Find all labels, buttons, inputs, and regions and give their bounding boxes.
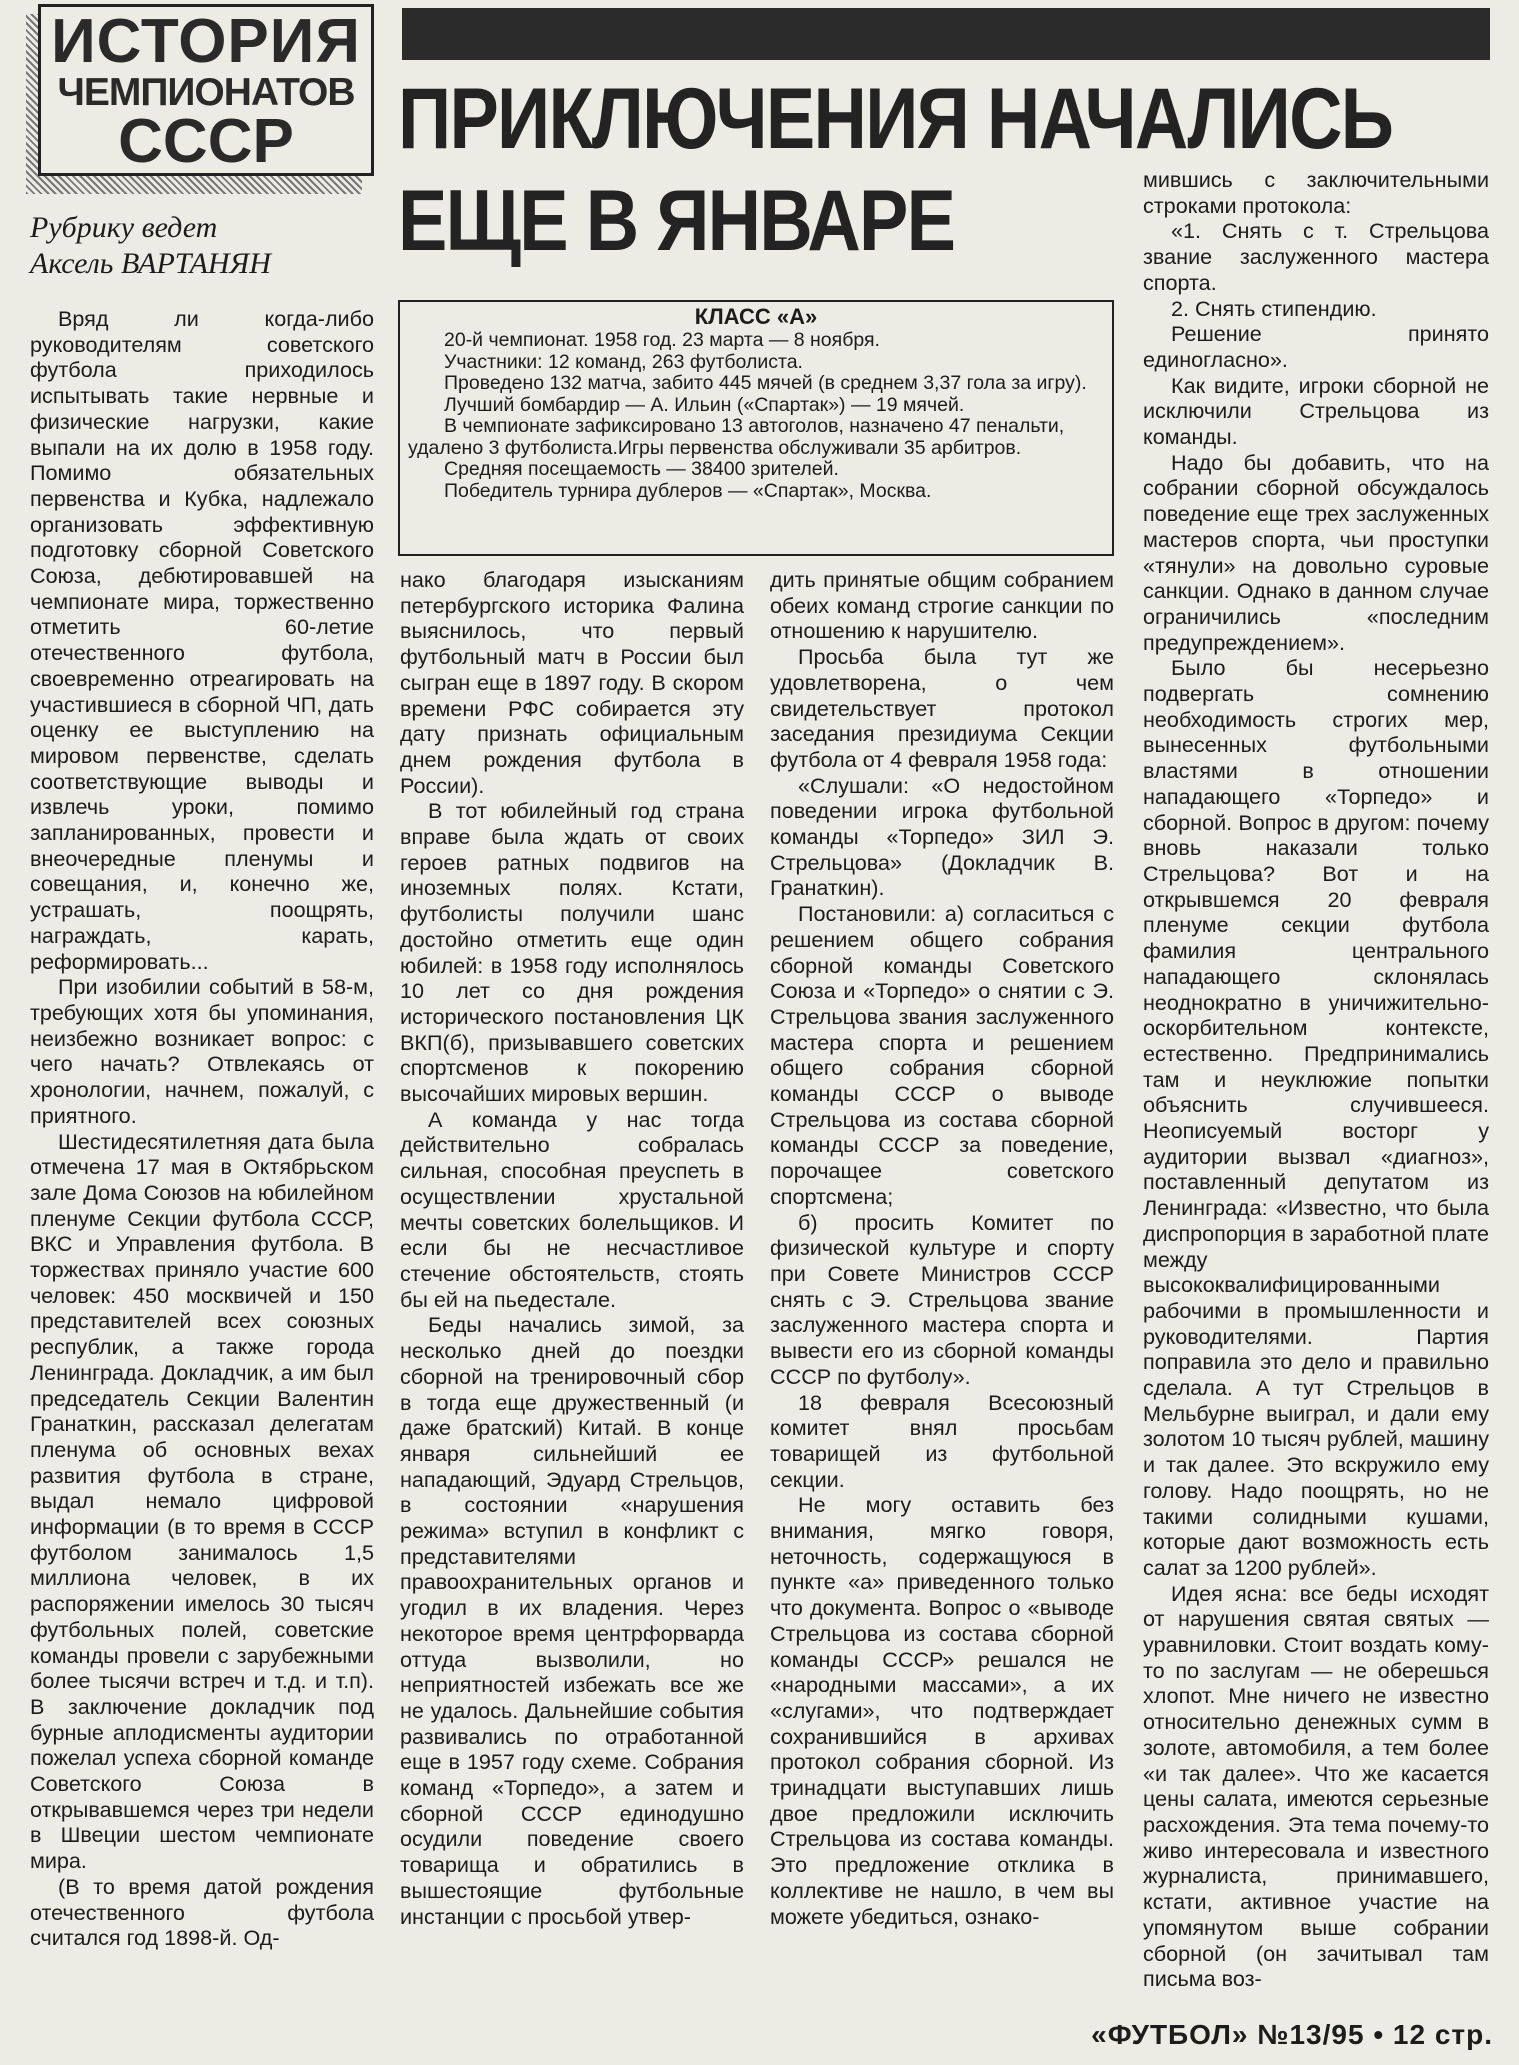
byline-line-1: Рубрику ведет <box>30 211 218 244</box>
article-column-1 <box>30 306 374 1951</box>
infobox-item: Проведено 132 матча, забито 445 мячей (в среднем 3,37 гола за игру). <box>444 372 1087 394</box>
paragraph: 2. Снять стипендию. <box>1171 295 1377 321</box>
headline-line-1: ПРИКЛЮЧЕНИЯ НАЧАЛИСЬ <box>398 71 1393 167</box>
byline-author: Аксель ВАРТАНЯН <box>30 247 271 280</box>
infobox-item: 20-й чемпионат. 1958 год. 23 марта — 8 ноября. <box>444 329 880 351</box>
paragraph: Постановили: а) согласиться с решением общего собрания сборной команды Советского Союза и «Торпедо» о снятии с Э. Стрельцова звания заслуженного мастера спорта и решением общего собрания сборной команды СССР о выводе Стрельцова из состава сборной команды СССР за поведение, порочащее советского спортсмена; <box>770 901 1114 1209</box>
paragraph: (В то время датой рождения отечественного футбола считался год 1898-й. Од- <box>30 1873 374 1951</box>
header-bar <box>402 8 1490 60</box>
paragraph: дить принятые общим собранием обеих команд строгие санкции по отношению к нарушителю. <box>770 567 1114 644</box>
page-footer: «ФУТБОЛ» №13/95 • 12 стр. <box>1091 2019 1493 2050</box>
paragraph: При изобилии событий в 58-м, требующих хотя бы упоминания, неизбежно возникает вопрос: с чего начать? Отвлекаясь от хронологии, начнем, пожалуй, с приятного. <box>30 974 374 1128</box>
paragraph: Надо бы добавить, что на собрании сборной обсуждалось поведение еще трех заслуженных мастеров спорта, чьи проступки «тянули» на довольно суровые санкции. Однако в данном случае ограничились «последним предупреждением». <box>1143 449 1489 655</box>
paragraph: Просьба была тут же удовлетворена, о чем свидетельствует протокол заседания президиума Секции футбола от 4 февраля 1958 года: <box>770 644 1114 772</box>
headline-line-2: ЕЩЕ В ЯНВАРЕ <box>398 173 955 269</box>
paragraph: «Слушали: «О недостойном поведении игрока футбольной команды «Торпедо» ЗИЛ Э. Стрельцова» (Докладчик В. Гранаткин). <box>770 772 1114 901</box>
infobox-item: Лучший бомбардир — А. Ильин («Спартак») — 19 мячей. <box>444 393 965 416</box>
paragraph: нако благодаря изысканиям петербургского историка Фалина выяснилось, что первый футбольный матч в России был сыгран еще в 1897 году. В скором времени РФС собирается эту дату признать официальным днем рождения футбола в России). <box>400 567 744 798</box>
rubric-box <box>38 4 374 176</box>
paragraph: А команда у нас тогда действительно собралась сильная, способная преуспеть в осуществлении хрустальной мечты советских болельщиков. И если бы не несчастливое стечение обстоятельств, стоять бы ей на пьедестале. <box>400 1106 744 1312</box>
paragraph: Решение принято единогласно». <box>1143 321 1489 372</box>
rubric-line-1: ИСТОРИЯ <box>51 7 361 76</box>
infobox-item: В чемпионате зафиксировано 13 автоголов, назначено 47 пенальти, удалено 3 футболиста.Игры первенства обслуживали 35 арбитров. <box>408 415 1065 459</box>
article-column-2 <box>400 567 744 1929</box>
paragraph: Не могу оставить без внимания, мягко говоря, неточность, содержащуюся в пункте «а» приведенного только что документа. Вопрос о «выводе Стрельцова из состава сборной команды СССР» решался не «народными массами», а их «слугами», что подтверждает сохранившийся в архивах протокол собрания сборной. Из тринадцати выступавших лишь двое предложили исключить Стрельцова из состава команды. Это предложение отклика в коллективе не нашло, в чем вы можете убедиться, ознако- <box>770 1492 1114 1929</box>
paragraph: 18 февраля Всесоюзный комитет внял просьбам товарищей из футбольной секции. <box>770 1389 1114 1492</box>
paragraph: Как видите, игроки сборной не исключили Стрельцова из команды. <box>1143 372 1489 450</box>
paragraph: Беды начались зимой, за несколько дней до поездки сборной на тренировочный сбор в тогда еще дружественный (и даже братский) Китай. В конце января сильнейший ее нападающий, Эдуард Стрельцов, в состоянии «нарушения режима» вступил в конфликт с представителями правоохранительных органов и угодил в их владения. Через некоторое время центрфорварда оттуда вызволили, но неприятностей избежать все же не удалось. Дальнейшие события развивались по отработанной еще в 1957 году схеме. Собрания команд «Торпедо», а затем и сборной СССР единодушно осудили поведение своего товарища и обратились в вышестоящие футбольные инстанции с просьбой утвер- <box>400 1312 744 1929</box>
rubric-line-3: СССР <box>118 107 294 176</box>
paragraph: «1. Снять с т. Стрельцова звание заслуженного мастера спорта. <box>1143 218 1489 295</box>
paragraph: В тот юбилейный год страна вправе была ждать от своих героев ратных подвигов на иноземных полях. Кстати, футболисты получили шанс достойно отметить еще один юбилей: в 1958 году исполнялось 10 лет со дня рождения исторического постановления ЦК ВКП(б), призывавшего советских спортсменов к покорению высочайших мировых вершин. <box>400 798 744 1107</box>
article-column-3 <box>770 567 1114 1929</box>
byline <box>30 210 360 282</box>
paragraph: мившись с заключительными строками протокола: <box>1143 167 1489 218</box>
article-column-4 <box>1143 167 1489 1992</box>
infobox-item: Участники: 12 команд, 263 футболиста. <box>444 350 803 373</box>
paragraph: Шестидесятилетняя дата была отмечена 17 мая в Октябрьском зале Дома Союзов на юбилейном пленуме Секции футбола СССР, ВКС и Управления футбола. В торжествах приняло участие 600 человек: 450 москвичей и 150 представителей всех союзных республик, а также города Ленинграда. Докладчик, а им был председатель Секции Валентин Гранаткин, рассказал делегатам пленума об основных вехах развития футбола в стране, выдал немало цифровой информации (в то время в СССР футболом занималось 1,5 миллиона человек, в их распоряжении имелось 30 тысяч футбольных полей, советские команды провели с зарубежными более тысячи встреч и т.д. и т.п). В заключение докладчик под бурные аплодисменты аудитории пожелал успеха сборной команде Советского Союза в открывавшемся через три недели в Швеции шестом чемпионате мира. <box>30 1128 374 1874</box>
infobox-title: КЛАСС «А» <box>694 304 818 329</box>
rubric-line-2: ЧЕМПИОНАТОВ <box>57 71 355 114</box>
paragraph: Вряд ли когда-либо руководителям советского футбола приходилось испытывать такие нервные и физические нагрузки, какие выпали на их долю в 1958 году. Помимо обязательных первенства и Кубка, надлежало организовать эффективную подготовку сборной Советского Союза, дебютировавшей на чемпионате мира, торжественно отметить 60-летие отечественного футбола, своевременно отреагировать на участившиеся в сборной ЧП, дать оценку ее выступлению на мировом первенстве, сделать соответствующие выводы и извлечь уроки, помимо запланированных, провести и внеочередные пленумы и совещания, и, конечно же, устрашать, поощрять, награждать, карать, реформировать... <box>30 306 374 974</box>
infobox-item: Победитель турнира дублеров — «Спартак», Москва. <box>444 479 932 502</box>
paragraph: Идея ясна: все беды исходят от нарушения святая святых — уравниловки. Стоит воздать кому-то по заслугам — не оберешься хлопот. Мне ничего не известно относительно денежных сумм в золоте, автомобиля, а тем более «и так далее». Что же касается цены салата, имеются серьезные расхождения. Эта тема почему-то живо интересовала и известного журналиста, принимавшего, кстати, активное участие на упомянутом выше собрании сборной (он зачитывал там письма воз- <box>1143 1580 1489 1992</box>
paragraph: б) просить Комитет по физической культуре и спорту при Совете Министров СССР снять с Э. Стрельцова звание заслуженного мастера спорта и вывести его из сборной команды СССР по футболу». <box>770 1209 1114 1389</box>
paragraph: Было бы несерьезно подвергать сомнению необходимость строгих мер, вынесенных футбольными властями в отношении нападающего «Торпедо» и сборной. Вопрос в другом: почему вновь наказали только Стрельцова? Вот и на открывшемся 20 февраля пленуме секции футбола фамилия центрального нападающего склонялась неоднократно в уничижительно-оскорбительном контексте, естественно. Предпринимались там и неуклюжие попытки объяснить случившееся. Неописуемый восторг у аудитории вызвал «диагноз», поставленный депутатом из Ленинграда: «Известно, что была диспропорция в заработной плате между высококвалифицированными рабочими в промышленности и руководителями. Партия поправила это дело и правильно сделала. А тут Стрельцов в Мельбурне выиграл, и дали ему золотом 10 тысяч рублей, машину и так далее. Это вскружило ему голову. Надо поощрять, но не такими солидными кушами, которые дают возможность есть салат за 1200 рублей». <box>1143 655 1489 1580</box>
stats-infobox <box>398 300 1114 556</box>
infobox-item: Средняя посещаемость — 38400 зрителей. <box>444 458 839 480</box>
